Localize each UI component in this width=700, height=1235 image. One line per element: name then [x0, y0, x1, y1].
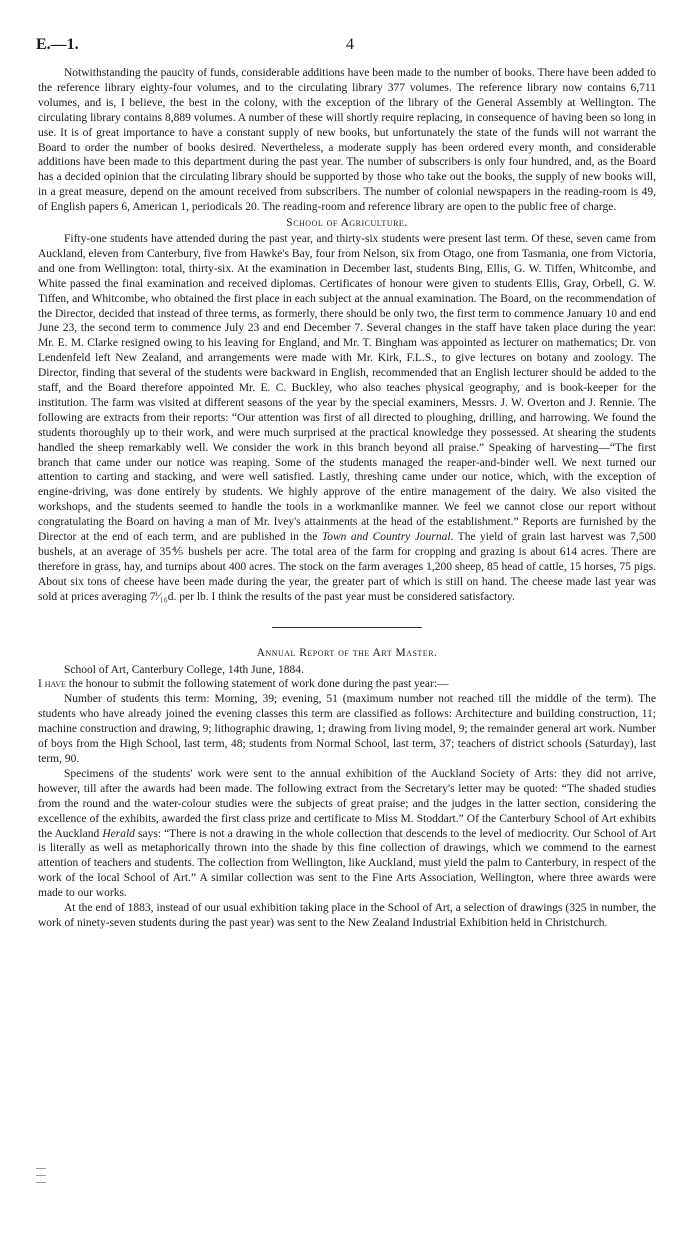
agriculture-paragraph — [38, 232, 656, 605]
page-body — [38, 66, 656, 931]
agriculture-heading: School of Agriculture. — [286, 217, 408, 230]
opening-rest: the honour to submit the following statement of work done during the past year:— — [65, 678, 449, 691]
page-number: 4 — [346, 36, 354, 53]
specimens-text-b: says: “There is not a drawing in the whole collection that descends to the level of mediocrity. Our School of Art is literally as well as metaphorically thrown into the shade by this fine collection of drawings, which we commend to the earnest attention of teachers and students. The collection from Wellington, like Auckland, must yield the palm to Canterbury, in respect of the work of the local School of Art.” A similar collection was sent to the Fine Arts Association, Wellington, where three awards were made to our works. — [38, 827, 657, 900]
exhibition-paragraph: At the end of 1883, instead of our usual exhibition taking place in the School of Art, a selection of drawings (325 in number, the work of ninety-seven students during the past year) was sent to the New Zealand Industrial Exhibition held in Christchurch. — [38, 902, 656, 929]
section-divider — [272, 627, 422, 628]
journal-title: Town and Country Journal — [321, 531, 451, 544]
art-report-opening — [38, 677, 656, 692]
document-code: E.—1. — [36, 36, 79, 53]
specimens-text-a: Specimens of the students' work were sent to the annual exhibition of the Auckland Society of Arts: they did not arrive, however, till after the awards had been made. The following extract from the Secretary's letter may be quoted: “The shaded studies from the round and the water-colour studies were the subjects of great praise; and the judges in the latter section, considering the excellence of the exhibits, awarded the first class prize and certificate to Miss M. Stoddart.” Of the Canterbury School of Art exhibits the Auckland — [38, 767, 656, 840]
opening-lead: I have — [38, 678, 66, 691]
agriculture-text-a: Fifty-one students have attended during the past year, and thirty-six students were present last term. Of these, seven came from Auckland, eleven from Canterbury, five from Hawke's Bay, four from Nelson, six from Otago, one from Tasmania, one from Victoria, and one from Wellington: total, thirty-six. At the examination in December last, students Bing, Ellis, G. W. Tiffen, Whitcombe, and White passed the final examination and received diplomas. Certificates of honour were given to students Ellis, Gray, Orbell, G. W. Tiffen, and Whitcombe, who obtained the first place in each subject at the annual examination. The Board, on the recommendation of the Director, decided that instead of three terms, as formerly, there should be only two, the first term to commence January 10 and end June 23, the second term to commence July 23 and end December 7. Several changes in the staff have taken place during the year: Mr. E. M. Clarke resigned owing to his leaving for England, and Mr. T. Bingham was appointed as lecturer on mathematics; Dr. von Lendenfeld left New Zealand, and arrangements were made with Mr. Kirk, F.L.S., to give lectures on botany and zoology. The Director, finding that several of the students were backward in English, recommended that an English lecturer should be added to the staff, and the Board therefore appointed Mr. E. C. Buckley, who also teaches physical geography, and is book-keeper for the institution. The farm was visited at different seasons of the year by the special examiners, Messrs. J. W. Overton and J. Rennie. The following are extracts from their reports: “Our attention was first of all directed to ploughing, drilling, and harrowing. We found the students thoroughly up to their work, and were much surprised at the practical knowledge they possessed. At shearing the students handled the sheep remarkably well. We consider the work in this branch beyond all praise.” Speaking of harvesting—“The first branch that came under our notice was reaping. Some of the students managed the reaper-and-binder well. We next turned our attention to carting and stacking, and were well satisfied. Lastly, threshing came under our notice, which, with the exception of engine-driving, was done entirely by students. We highly approve of the entire management of the dairy. We also visited the workshops, and the students seemed to handle the tools in a workmanlike manner. We feel we cannot close our report without congratulating the Board on having a man of Mr. Ivey's attainments at the head of the establishment.” Reports are furnished by the Director at the end of each term, and are published in the — [38, 232, 656, 544]
specimens-paragraph — [38, 767, 656, 901]
art-report-dateline: School of Art, Canterbury College, 14th June, 1884. — [64, 663, 304, 676]
herald-title: Herald — [102, 827, 135, 840]
margin-marks — [36, 1168, 50, 1208]
agriculture-text-b: . The yield of grain last harvest was 7,500 bushels, at an average of 35⅘ bushels per acre. The total area of the farm for cropping and grazing is about 614 acres. There are therefore in grass, hay, and turnips about 400 acres. The stock on the farm averages 1,200 sheep, 85 head of cattle, 15 horses, 75 pigs. About six tons of cheese have been made during the year, the greater part of which is still on hand. The cheese made last year was sold at prices averaging 7ⁱ⁄₁₆d. per lb. I think the results of the past year must be considered satisfactory. — [38, 531, 657, 603]
page-header — [36, 36, 664, 58]
students-paragraph: Number of students this term: Morning, 39; evening, 51 (maximum number not reached till the middle of the term). The students who have already joined the evening classes this term are classified as follows: Architecture and building construction, 11; machine construction and drawing, 9; lithographic drawing, 1; drawing from living model, 9; the remainder general art work. Number of boys from the High School, last term, 48; students from Normal School, last term, 37; teachers of district schools (Saturday), last term, 90. — [38, 693, 656, 765]
library-paragraph: Notwithstanding the paucity of funds, considerable additions have been made to the number of books. There have been added to the reference library eighty-four volumes, and to the circulating library 377 volumes. The reference library now contains 6,711 volumes, and is, I believe, the best in the colony, with the exception of the library of the General Assembly at Wellington. The circulating library contains 8,889 volumes. A number of these will shortly require replacing, in consequence of having been so long in use. It is of great importance to have a constant supply of new books, but unfortunately the state of the funds will not warrant the Board to order the number of books desired. Nevertheless, a moderate supply has been ordered every month, and considerable additions have been made to this department during the past year. The number of subscribers is only four hundred, and, as the Board has a decided opinion that the circulating library should be supported by those who take out the books, the supply of new books will, in a great measure, depend on the amount received from subscribers. The number of colonial newspapers in the reading-room is 49, of English papers 6, American 1, periodicals 20. The reading-room and reference library are open to the public free of charge. — [38, 67, 656, 214]
art-report-title: Annual Report of the Art Master. — [256, 646, 438, 659]
